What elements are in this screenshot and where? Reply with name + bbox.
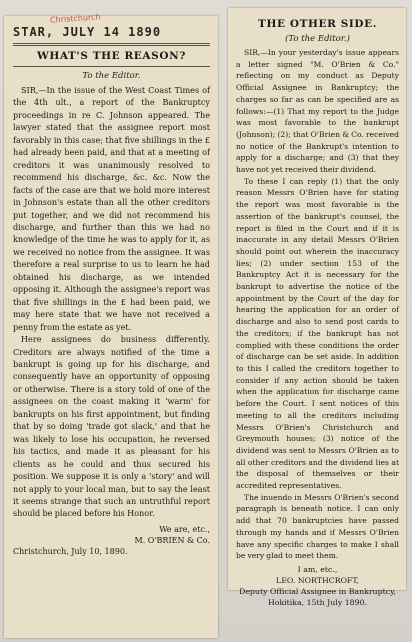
salutation: To the Editor. <box>82 71 141 81</box>
closing: I am, etc., <box>297 564 338 574</box>
signer-title: Deputy Official Assignee in Bankruptcy, <box>239 586 396 596</box>
headline-rule <box>13 66 210 67</box>
signature: LEO. NORTHCROFT, <box>276 575 359 585</box>
left-newspaper-clipping <box>4 12 218 638</box>
place-date: Christchurch, July 10, 1890. <box>13 546 128 556</box>
paragraph-1: SIR,—In your yesterday's issue appears a letter signed "M. O'Brien & Co." reflecting on my conduct as Deputy Official Assignee in Bankruptcy; the charges so far as can be specified are as follows:—(1) That my report to the Judge was most favorable to the bankrupt (Johnson); (2); that O'Brien & Co. received no notice of the Bankrupt's intention to apply for a discharge; and (3) that they have not yet received their dividend. <box>236 48 399 175</box>
paragraph-2: To these I can reply (1) that the only reason Messrs O'Brien have for stating the report was most favorable is the assertion of the bankrupt's counsel, the report is filed in the Court and if it is inaccurate in any detail Messrs O'Brien should point out wherein the inaccuracy lies; (2) under section 153 of the Bankruptcy Act it is necessary for the bankrupt to advertise the notice of the appointment by the Court of the day for hearing the application for an order of discharge and also to send post cards to the creditors; if the bankrupt has not complied with these conditions the order of discharge can be set aside. In addition to this I called the creditors together to consider if any action should be taken when the application for discharge came before the Court. I sent notices of this meeting to all the creditors including Messrs O'Brien's Christchurch and Greymouth houses; (3) notice of the dividend was sent to Messrs O'Brien as to all other creditors and the dividend lies at the disposal of themselves or their accredited representatives. <box>236 176 399 491</box>
salutation: (To the Editor.) <box>285 34 350 44</box>
signature: M. O'BRIEN & Co. <box>134 535 210 545</box>
handwritten-note: Christchurch <box>49 12 101 25</box>
headline: WHAT'S THE REASON? <box>36 50 187 62</box>
place-date: Hokitika, 15th July 1890. <box>267 597 368 607</box>
paragraph-3: The inuendo in Messrs O'Brien's second paragraph is beneath notice. I can only add that 70 bankruptcies have passed through my hands and if Messrs O'Brien have any specific charges to make I shall be very glad to meet them. <box>236 492 399 561</box>
top-rule <box>13 43 210 46</box>
dateline-stamp: STAR, JULY 14 1890 <box>13 25 162 39</box>
right-newspaper-clipping <box>228 8 406 607</box>
headline: THE OTHER SIDE. <box>258 18 377 30</box>
paragraph-1: SIR,—In the issue of the West Coast Times of the 4th ult., a report of the Bankruptcy proceedings in re C. Johnson appeared. The lawyer stated that the assignee report most favorably in this case; that five shillings in the £ had already been paid, and that at a meeting of creditors it was unanimously resolved to recommend his discharge, &c. &c. Now the facts of the case are that we hold more interest in Johnson's estate than all the other creditors put together, and we did not recommend his discharge, and further than this we had no knowledge of the time he was to apply for it, as we received no notice from the assignee. It was therefore a real surprise to us to learn he had obtained his discharge, as we intended opposing it. Although the assignee's report was that five shillings in the £ had been paid, we may here state that we have not received a penny from the estate as yet. <box>13 85 210 332</box>
closing: We are, etc., <box>159 524 210 534</box>
paragraph-2: Here assignees do business differently. Creditors are always notified of the time a bankrupt is going up for his discharge, and consequently have an opportunity of opposing or otherwise. There is a story told of one of the assignees on the coast making it 'warm' for bankrupts on his first appointment, but finding that by so doing 'trade got slack,' and that he was likely to lose his occupation, he reversed his tactics, and made it as pleasant for his clients as he could and thus secured his position. We suppose it is only a 'story' and will not apply to your local man, but to say the least it seems strange that such an untruthful report should be placed before his Honor. <box>13 334 210 519</box>
